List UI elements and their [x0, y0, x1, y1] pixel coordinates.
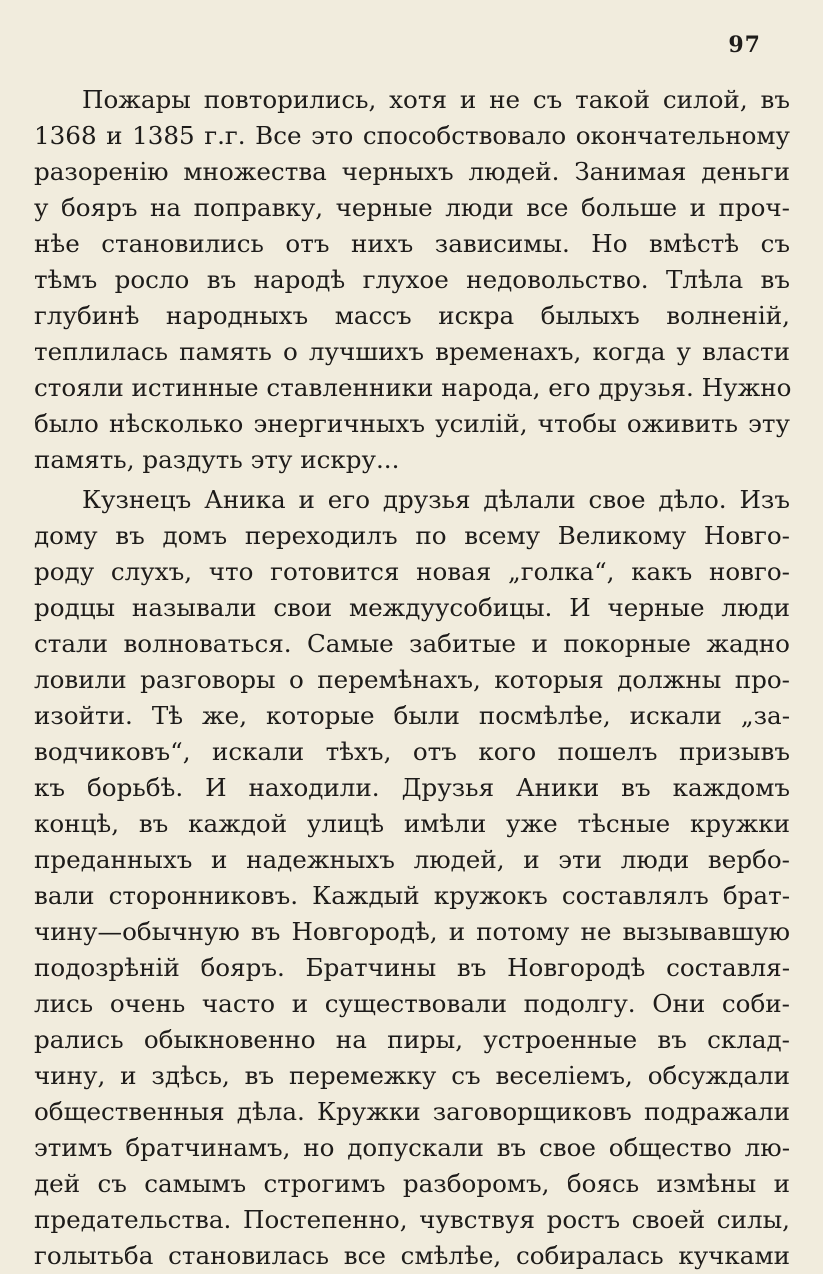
- text-line: роду слухъ, что готовится новая „голка“, какъ новго-: [34, 557, 790, 586]
- text-line: предательства. Постепенно, чувствуя ростъ своей силы,: [34, 1205, 790, 1234]
- text-line: родцы называли свои междуусобицы. И черные люди: [34, 593, 790, 622]
- text-line: Пожары повторились, хотя и не съ такой силой, въ: [82, 85, 790, 114]
- text-line: ловили разговоры о перемѣнахъ, которыя должны про-: [34, 665, 790, 694]
- text-line: чину—обычную въ Новгородѣ, и потому не вызывавшую: [34, 917, 790, 946]
- text-line: водчиковъ“, искали тѣхъ, отъ кого пошелъ призывъ: [34, 737, 790, 766]
- text-line: стали волноваться. Самые забитые и покорные жадно: [34, 629, 790, 658]
- text-line: подозрѣній бояръ. Братчины въ Новгородѣ составля-: [34, 953, 790, 982]
- text-line: преданныхъ и надежныхъ людей, и эти люди вербо-: [34, 845, 790, 874]
- text-line: чину, и здѣсь, въ перемежку съ веселіемъ, обсуждали: [34, 1061, 790, 1090]
- text-line: дому въ домъ переходилъ по всему Великому Новго-: [34, 521, 790, 550]
- text-line: у бояръ на поправку, черные люди все больше и проч-: [34, 193, 790, 222]
- text-line: стояли истинные ставленники народа, его друзья. Нужно: [34, 373, 792, 402]
- text-line: вали сторонниковъ. Каждый кружокъ составлялъ брат-: [34, 881, 790, 910]
- text-line: этимъ братчинамъ, но допускали въ свое общество лю-: [34, 1133, 790, 1162]
- text-line: къ борьбѣ. И находили. Друзья Аники въ каждомъ: [34, 773, 790, 802]
- text-line: было нѣсколько энергичныхъ усилій, чтобы оживить эту: [34, 409, 790, 438]
- text-line: дей съ самымъ строгимъ разборомъ, боясь измѣны и: [34, 1169, 790, 1198]
- text-line: изойти. Тѣ же, которые были посмѣлѣе, искали „за-: [34, 701, 790, 730]
- text-line: Кузнецъ Аника и его друзья дѣлали свое дѣло. Изъ: [82, 485, 790, 514]
- text-line: память, раздуть эту искру...: [34, 445, 400, 474]
- text-line: тѣмъ росло въ народѣ глухое недовольство. Тлѣла въ: [34, 265, 790, 294]
- text-line: голытьба становилась все смѣлѣе, собиралась кучками: [34, 1241, 790, 1270]
- text-line: теплилась память о лучшихъ временахъ, когда у власти: [34, 337, 790, 366]
- text-line: рались обыкновенно на пиры, устроенные въ склад-: [34, 1025, 790, 1054]
- text-line: концѣ, въ каждой улицѣ имѣли уже тѣсные кружки: [34, 809, 790, 838]
- text-line: общественныя дѣла. Кружки заговорщиковъ подражали: [34, 1097, 790, 1126]
- text-body: [34, 82, 790, 1274]
- text-line: лись очень часто и существовали подолгу. Они соби-: [34, 989, 790, 1018]
- text-line: глубинѣ народныхъ массъ искра былыхъ волненій,: [34, 301, 790, 330]
- text-line: нѣе становились отъ нихъ зависимы. Но вмѣстѣ съ: [34, 229, 790, 258]
- page-number: 97: [728, 32, 761, 58]
- text-line: разоренію множества черныхъ людей. Занимая деньги: [34, 157, 790, 186]
- text-line: 1368 и 1385 г.г. Все это способствовало окончательному: [34, 121, 790, 150]
